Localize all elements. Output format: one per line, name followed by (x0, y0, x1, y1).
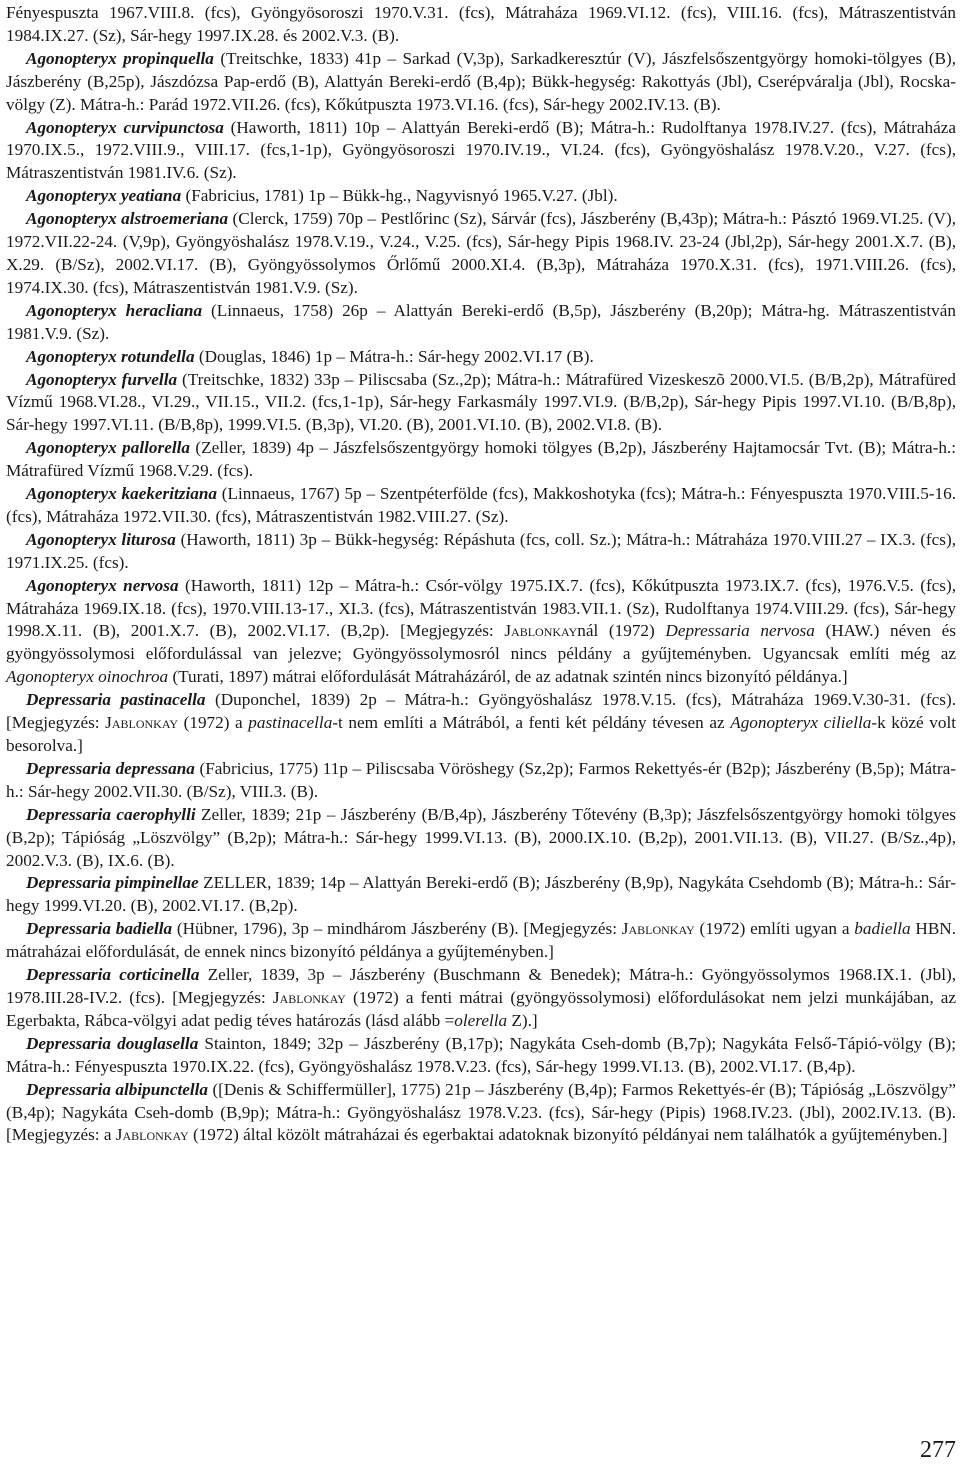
species-entry (6, 483, 956, 529)
entry-text: Zeller, 1839, 3p – Jászberény (Buschmann & Benedek); Mátra-h.: Gyöngyössolymos 1968.IX.1. (Jbl), 1978.III.28-IV.2. (fcs). [Megjegyzés: (6, 965, 956, 1007)
species-name: Agonopteryx nervosa (26, 575, 179, 595)
entry-text: (Fabricius, 1775) 11p – Piliscsaba Vöröshegy (Sz,2p); Farmos Rekettyés-ér (B2p); Jászberény (B,5p); Mátra-h.: Sár-hegy 2002.VII.30. (B/Sz), VIII.3. (B). (6, 758, 956, 801)
entry-text: HBN. mátraházai előfordulását, de ennek nincs bizonyító példánya a gyűjteményben.] (6, 919, 956, 962)
species-name: Depressaria pimpinellae (26, 873, 199, 893)
entry-text: ([Denis & Schiffermüller], 1775) 21p – Jászberény (B,4p); Farmos Rekettyés-ér (B); Tápióság „Löszvölgy” (B,4p); Nagykáta Cseh-domb (B,9p); Mátra-h.: Gyöngyöshalász 1978.V.23. (fcs), Sár-hegy (Pipis) 1968.IV.23. (Jbl), 2002.IV.13. (B). [Megjegyzés: a (6, 1079, 956, 1145)
italic-taxon: olerella (454, 1010, 508, 1030)
entry-text: -k közé volt besorolva.] (6, 713, 957, 755)
species-entry (6, 185, 956, 208)
entry-text: (1972) említi ugyan a (694, 919, 855, 939)
entry-text: -t nem említi a Mátrából, a fenti két példány tévesen az (332, 713, 731, 733)
species-name: Depressaria albipunctella (26, 1079, 209, 1099)
entry-text: nál (1972) (577, 621, 666, 641)
italic-taxon: Depressaria nervosa (665, 621, 815, 641)
entry-text: (Treitschke, 1832) 33p – Piliscsaba (Sz.,2p); Mátra-h.: Mátrafüred Vizeskeszõ 2000.VI.5. (B/B,2p), Mátrafüred Vízmű 1968.VI.28., VI.29., VII.15., VII.2. (fcs,1-1p), Sár-hegy Farkasmály 1997.VI.9. (B/B,2p), Sár-hegy Pipis 1997.VI.10. (B/B,8p), Sár-hegy 1997.VI.11. (B/B,8p), 1999.VI.5. (B,3p), VI.20. (B), 2001.VI.10. (B), 2002.VI.8. (B). (6, 369, 956, 435)
italic-taxon: Agonopteryx oinochroa (6, 667, 169, 687)
entry-text: (Linnaeus, 1758) 26p – Alattyán Bereki-erdő (B,5p), Jászberény (B,20p); Mátra-hg. Mátraszentistván 1981.V.9. (Sz). (6, 300, 956, 343)
entry-text: (Linnaeus, 1767) 5p – Szentpéterfölde (fcs), Makkoshotyka (fcs); Mátra-h.: Fényespuszta 1970.VIII.5-16. (fcs), Mátraháza 1972.VII.30. (fcs), Mátraszentistván 1982.VIII.27. (Sz). (6, 484, 957, 526)
species-name: Depressaria badiella (26, 919, 173, 939)
species-entry (6, 575, 956, 690)
species-name: Depressaria caerophylli (26, 804, 196, 824)
author-name: Jablonkay (115, 1125, 189, 1145)
entry-text: (Duponchel, 1839) 2p – Mátra-h.: Gyöngyöshalász 1978.V.15. (fcs), Mátraháza 1969.V.30-31. (fcs). [Megjegyzés: (6, 690, 956, 733)
entry-text: (Turati, 1897) mátrai előfordulását Mátraházáról, de az adatnak szintén nincs bizonyító példánya.] (168, 667, 848, 687)
species-name: Agonopteryx alstroemeriana (26, 209, 229, 229)
species-entry (6, 689, 956, 758)
entry-text: (Zeller, 1839) 4p – Jászfelsőszentgyörgy homoki tölgyes (B,2p), Jászberény Hajtamocsár Tvt. (B); Mátra-h.: Mátrafüred Vízmű 1968.V.29. (fcs). (6, 438, 956, 481)
species-name: Agonopteryx furvella (26, 369, 178, 389)
species-entry (6, 208, 956, 300)
species-entry (6, 48, 956, 117)
species-entry (6, 437, 956, 483)
species-name: Agonopteryx curvipunctosa (26, 117, 224, 137)
entry-text: (1972) a fenti mátrai (gyöngyössolymosi) előfordulásokat nem jelzi munkájában, az Egerbakta, Rábca-völgyi adat pedig téves határozás (lásd alább = (6, 987, 957, 1030)
entry-text: (Hübner, 1796), 3p – mindhárom Jászberény (B). [Megjegyzés: (172, 919, 622, 939)
entry-text: Stainton, 1849; 32p – Jászberény (B,17p); Nagykáta Cseh-domb (B,7p); Nagykáta Felső-Tápió-völgy (B); Mátra-h.: Fényespuszta 1970.IX.22. (fcs), Gyöngyöshalász 1978.V.23. (fcs), Sár-hegy 1999.VI.13. (B), 2002.VI.17. (B,4p). (6, 1033, 956, 1076)
entry-text: (1972) a (178, 713, 249, 733)
entry-text: Zeller, 1839; 21p – Jászberény (B/B,4p), Jászberény Tőtevény (B,3p); Jászfelsőszentgyörgy homoki tölgyes (B,2p); Tápióság „Löszvölgy” (B,2p); Mátra-h.: Sár-hegy 1999.VI.13. (B), 2000.IX.10. (B,2p), 2001.VII.13. (B), VII.27. (B/Sz.,4p), 2002.V.3. (B), IX.6. (B). (6, 804, 956, 870)
species-entry (6, 1033, 956, 1079)
species-name: Depressaria pastinacella (26, 690, 206, 710)
author-name: Jablonkay (504, 621, 578, 641)
italic-taxon: pastinacella (248, 713, 333, 733)
species-list (6, 2, 956, 1147)
species-entry (6, 1079, 956, 1148)
species-entry (6, 369, 956, 438)
italic-taxon: badiella (854, 919, 911, 939)
species-entry (6, 918, 956, 964)
author-name: Jablonkay (105, 713, 179, 733)
entry-text: (1972) által közölt mátraházai és egerbaktai adatoknak bizonyító példányai nem találhatók a gyűjteményben.] (188, 1125, 948, 1145)
species-entry (6, 529, 956, 575)
entry-text: Z).] (507, 1010, 538, 1030)
entry-text: (Haworth, 1811) 12p – Mátra-h.: Csór-völgy 1975.IX.7. (fcs), Kőkútpuszta 1973.IX.7. (fcs), 1976.V.5. (fcs), Mátraháza 1969.IX.18. (fcs), 1970.VIII.13-17., XI.3. (fcs), Mátraszentistván 1983.VII.1. (Sz), Rudolftanya 1974.VIII.29. (fcs), Sár-hegy 1998.X.11. (B), 2001.X.7. (B), 2002.VI.17. (B,2p). [Megjegyzés: (6, 575, 957, 641)
continued-paragraph (6, 2, 956, 48)
species-name: Agonopteryx yeatiana (26, 186, 182, 206)
species-name: Agonopteryx liturosa (26, 529, 176, 549)
species-name: Depressaria corticinella (26, 965, 200, 985)
species-entry (6, 300, 956, 346)
entry-text: (Fabricius, 1781) 1p – Bükk-hg., Nagyvisnyó 1965.V.27. (Jbl). (181, 186, 618, 206)
entry-text: ZELLER, 1839; 14p – Alattyán Bereki-erdő (B); Jászberény (B,9p), Nagykáta Csehdomb (B); Mátra-h.: Sár-hegy 1999.VI.20. (B), 2002.VI.17. (B,2p). (6, 873, 956, 916)
species-name: Agonopteryx rotundella (26, 346, 195, 366)
species-name: Depressaria douglasella (26, 1033, 199, 1053)
author-name: Jablonkay (621, 919, 695, 939)
page-number: 277 (920, 1437, 956, 1463)
entry-text: Fényespuszta 1967.VIII.8. (fcs), Gyöngyösoroszi 1970.V.31. (fcs), Mátraháza 1969.VI.12. (fcs), VIII.16. (fcs), Mátraszentistván 1984.IX.27. (Sz), Sár-hegy 1997.IX.28. és 2002.V.3. (B). (6, 3, 956, 45)
species-name: Depressaria depressana (26, 758, 195, 778)
species-entry (6, 758, 956, 804)
entry-text: (Treitschke, 1833) 41p – Sarkad (V,3p), Sarkadkeresztúr (V), Jászfelsőszentgyörgy homoki-tölgyes (B), Jászberény (B,25p), Jászdózsa Pap-erdő (B), Alattyán Bereki-erdő (B,4p); Bükk-hegység: Rakottyás (Jbl), Cserépváralja (Jbl), Rocska-völgy (Z). Mátra-h.: Parád 1972.VII.26. (fcs), Kőkútpuszta 1973.VI.16. (fcs), Sár-hegy 2002.IV.13. (B). (6, 48, 956, 114)
species-entry (6, 117, 956, 186)
species-name: Agonopteryx propinquella (26, 48, 214, 68)
species-entry (6, 872, 956, 918)
entry-text: (Haworth, 1811) 3p – Bükk-hegység: Répáshuta (fcs, coll. Sz.); Mátra-h.: Mátraháza 1970.VIII.27 – IX.3. (fcs), 1971.IX.25. (fcs). (6, 529, 956, 572)
author-name: Jablonkay (272, 987, 346, 1007)
entry-text: (HAW.) néven és gyöngyössolymosi előfordulással van jelezve; Gyöngyössolymosról nincs példány a gyűjteményben. Ugyancsak említi még az (6, 621, 956, 664)
species-name: Agonopteryx pallorella (26, 438, 190, 458)
entry-text: (Haworth, 1811) 10p – Alattyán Bereki-erdő (B); Mátra-h.: Rudolftanya 1978.IV.27. (fcs), Mátraháza 1970.IX.5., 1972.VIII.9., VIII.17. (fcs,1-1p), Gyöngyösoroszi 1970.IV.19., VI.24. (fcs), Gyöngyöshalász 1978.V.20., V.27. (fcs), Mátraszentistván 1981.IV.6. (Sz). (6, 117, 956, 183)
species-entry (6, 346, 956, 369)
species-entry (6, 964, 956, 1033)
species-name: Agonopteryx heracliana (26, 300, 203, 320)
species-name: Agonopteryx kaekeritziana (26, 484, 217, 504)
species-entry (6, 804, 956, 873)
italic-taxon: Agonopteryx ciliella (730, 713, 872, 733)
entry-text: (Douglas, 1846) 1p – Mátra-h.: Sár-hegy 2002.VI.17 (B). (194, 346, 594, 366)
entry-text: (Clerck, 1759) 70p – Pestlőrinc (Sz), Sárvár (fcs), Jászberény (B,43p); Mátra-h.: Pásztó 1969.VI.25. (V), 1972.VII.22-24. (V,9p), Gyöngyöshalász 1978.V.19., V.24., V.25. (fcs), Sár-hegy Pipis 1968.IV. 23-24 (Jbl,2p), Sár-hegy 2001.X.7. (B), X.29. (B/Sz), 2002.VI.17. (B), Gyöngyössolymos Őrlőmű 2000.XI.4. (B,3p), Mátraháza 1970.X.31. (fcs), 1971.VIII.26. (fcs), 1974.IX.30. (fcs), Mátraszentistván 1981.V.9. (Sz). (6, 209, 956, 297)
